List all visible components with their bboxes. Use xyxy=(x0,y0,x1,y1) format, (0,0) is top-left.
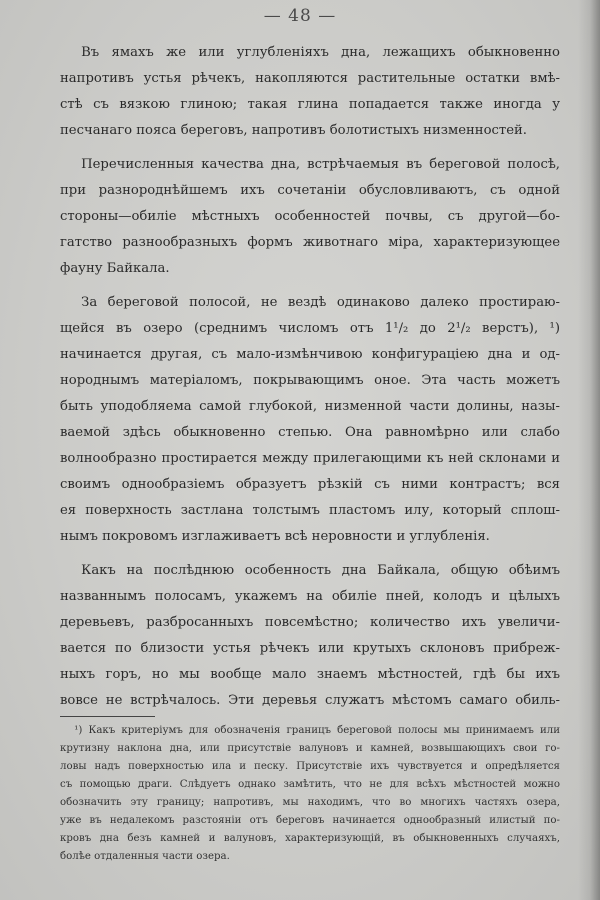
text-line: деревьевъ, разбросанныхъ повсемѣстно; количество ихъ увеличи- xyxy=(60,615,560,630)
text-line: Перечисленныя качества дна, встрѣчаемыя въ береговой полосѣ, xyxy=(81,157,560,172)
text-line: начинается другая, съ мало-измѣнчивою конфигураціею дна и од- xyxy=(60,347,560,362)
text-line: волнообразно простирается между прилегающими къ ней склонами и xyxy=(60,451,560,466)
footnote-line: обозначить эту границу; напротивъ, мы находимъ, что во многихъ частяхъ озера, xyxy=(60,797,560,808)
paragraph-4 xyxy=(60,558,560,714)
footnote-line: кровъ дна безъ камней и валуновъ, характеризующій, въ обыкновенныхъ случаяхъ, xyxy=(60,833,560,844)
footnote-line: крутизну наклона дна, или присутствіе валуновъ и камней, возвышающихъ свои го- xyxy=(60,743,560,754)
text-line: стороны—обиліе мѣстныхъ особенностей почвы, съ другой—бо- xyxy=(60,209,560,224)
text-line: нороднымъ матеріаломъ, покрывающимъ оное. Эта часть можетъ xyxy=(60,373,560,388)
page-edge-shadow xyxy=(578,0,600,900)
page-number: — 48 — xyxy=(263,6,337,26)
footnote-line: уже въ недалекомъ разстояніи отъ береговъ начинается однообразный илистый по- xyxy=(60,815,560,826)
text-line: стѣ съ вязкою глиною; такая глина попадается также иногда у xyxy=(60,97,560,112)
text-line: вовсе не встрѣчалось. Эти деревья служатъ мѣстомъ самаго обиль- xyxy=(60,693,560,708)
text-line: ныхъ горъ, но мы вообще мало знаемъ мѣстностей, гдѣ бы ихъ xyxy=(60,667,560,682)
text-line: фауну Байкала. xyxy=(60,261,170,276)
footnote-line: ловы надъ поверхностью ила и песку. Присутствіе ихъ чувствуется и опредѣляется xyxy=(60,761,560,772)
text-line: песчанаго пояса береговъ, напротивъ болотистыхъ низменностей. xyxy=(60,123,527,138)
footnote xyxy=(60,722,560,866)
footnote-line: болѣе отдаленныя части озера. xyxy=(60,851,230,862)
footnote-rule xyxy=(60,716,155,717)
paragraph-1 xyxy=(60,40,560,144)
body-text xyxy=(60,40,560,722)
footnote-line: ¹) Какъ критеріумъ для обозначенія границъ береговой полосы мы принимаемъ или xyxy=(74,725,560,736)
text-line: нымъ покровомъ изглаживаетъ всѣ неровности и углубленія. xyxy=(60,529,490,544)
text-line: щейся въ озеро (среднимъ числомъ отъ 1¹/₂ до 2¹/₂ верстъ), ¹) xyxy=(60,321,560,336)
text-line: ея поверхность застлана толстымъ пластомъ илу, который сплош- xyxy=(60,503,560,518)
text-line: ваемой здѣсь обыкновенно степью. Она равномѣрно или слабо xyxy=(60,425,560,440)
text-line: названнымъ полосамъ, укажемъ на обиліе пней, колодъ и цѣлыхъ xyxy=(60,589,560,604)
paragraph-2 xyxy=(60,152,560,282)
paragraph-3 xyxy=(60,290,560,550)
text-line: За береговой полосой, не вездѣ одинаково далеко простираю- xyxy=(81,295,560,310)
text-line: гатство разнообразныхъ формъ животнаго міра, характеризующее xyxy=(60,235,560,250)
text-line: вается по близости устья рѣчекъ или крутыхъ склоновъ прибреж- xyxy=(60,641,560,656)
text-line: Какъ на послѣднюю особенность дна Байкала, общую обѣимъ xyxy=(81,563,560,578)
text-line: напротивъ устья рѣчекъ, накопляются растительные остатки вмѣ- xyxy=(60,71,560,86)
text-line: Въ ямахъ же или углубленіяхъ дна, лежащихъ обыкновенно xyxy=(81,45,560,60)
text-line: быть уподобляема самой глубокой, низменной части долины, назы- xyxy=(60,399,560,414)
text-line: при разнороднѣйшемъ ихъ сочетаніи обусловливаютъ, съ одной xyxy=(60,183,560,198)
text-line: своимъ однообразіемъ образуетъ рѣзкій съ ними контрастъ; вся xyxy=(60,477,560,492)
footnote-line: съ помощью драги. Слѣдуетъ однако замѣтить, что не для всѣхъ мѣстностей можно xyxy=(60,779,560,790)
